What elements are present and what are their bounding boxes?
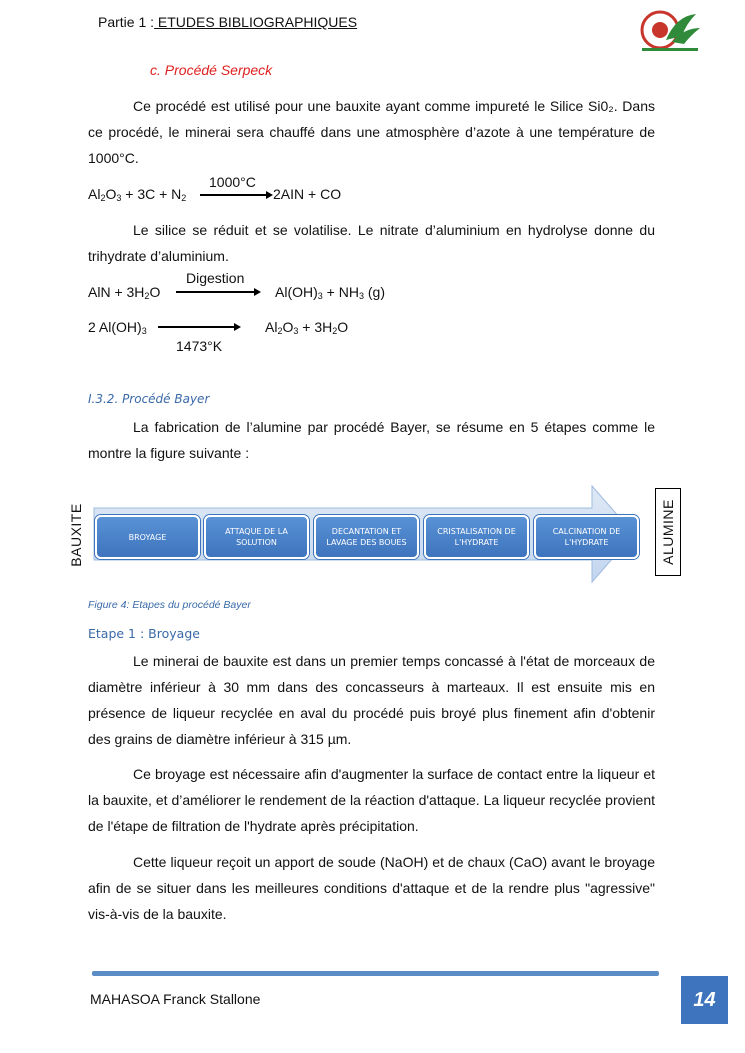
reaction-arrow xyxy=(176,291,254,293)
paragraph-text: La fabrication de l’alumine par procédé Bayer, se résume en 5 étapes comme le montre la figure suivante : xyxy=(88,419,655,461)
paragraph-serpeck xyxy=(88,93,655,171)
paragraph-text: Ce broyage est nécessaire afin d'augmenter la surface de contact entre la liqueur et la bauxite, et d’améliorer le rendement de la réaction d'attaque. La liqueur recyclée provient de l'étape de filtration de l'hydrate après précipitation. xyxy=(88,766,655,834)
figure-caption: Figure 4: Etapes du procédé Bayer xyxy=(88,599,251,611)
page-header xyxy=(98,14,357,30)
reaction-right: $Al_2O_3 + 3H_2O$ xyxy=(265,319,349,336)
reaction-arrow xyxy=(200,194,266,196)
paragraph-text: Ce procédé est utilisé pour une bauxite ayant comme impureté le Silice Si0₂. Dans ce procédé, le minerai sera chauffé dans une atmosphère d’azote à une température de 1000°C. xyxy=(88,98,655,166)
arrow-head-icon xyxy=(266,191,273,199)
alumine-label: ALUMINE xyxy=(660,499,676,565)
page-number: 14 xyxy=(681,976,728,1024)
alumine-box xyxy=(655,488,681,576)
arrow-head-icon xyxy=(254,288,261,296)
reaction-left: AlN + $3H_2O$ xyxy=(88,284,161,301)
reaction-left: $Al_2O_3 + 3C + N_2$ xyxy=(88,186,187,203)
reaction-condition: 1473°K xyxy=(176,338,223,354)
reaction-right: $Al(OH)_3 + NH_3$ (g) xyxy=(275,284,385,301)
step-box: BROYAGE xyxy=(95,515,200,559)
paragraph-hydrolysis xyxy=(88,217,655,269)
step-box: CALCINATION DE L'HYDRATE xyxy=(534,515,639,559)
arrow-head-icon xyxy=(234,323,241,331)
paragraph-broyage-purpose xyxy=(88,761,655,839)
header-prefix: Partie 1 : xyxy=(98,14,155,30)
footer-author: MAHASOA Franck Stallone xyxy=(90,991,261,1007)
reaction-left: 2 $Al(OH)_3$ xyxy=(88,319,147,336)
footer-divider xyxy=(92,971,659,976)
paragraph-broyage xyxy=(88,648,655,752)
step-heading: Etape 1 : Broyage xyxy=(88,626,200,641)
paragraph-bayer xyxy=(88,414,655,466)
reaction-condition: 1000°C xyxy=(209,174,256,190)
subsection-title: c. Procédé Serpeck xyxy=(150,62,273,78)
reaction-right: 2AIN + CO xyxy=(273,186,342,202)
paragraph-text: Cette liqueur reçoit un apport de soude (NaOH) et de chaux (CaO) avant le broyage afin de se situer dans les meilleures conditions d'attaque et de la rendre plus "agressive" vis-à-vis de la bauxite. xyxy=(88,854,655,922)
reaction-arrow xyxy=(158,326,234,328)
step-box: ATTAQUE DE LA SOLUTION xyxy=(204,515,309,559)
section-title: I.3.2. Procédé Bayer xyxy=(88,392,210,406)
header-title: ETUDES BIBLIOGRAPHIQUES xyxy=(154,14,358,30)
university-logo-icon xyxy=(636,6,704,54)
step-box: DECANTATION ET LAVAGE DES BOUES xyxy=(314,515,419,559)
paragraph-text: Le silice se réduit et se volatilise. Le nitrate d’aluminium en hydrolyse donne du trihydrate d’aluminium. xyxy=(88,222,655,264)
paragraph-text: Le minerai de bauxite est dans un premier temps concassé à l'état de morceaux de diamètre inférieur à 30 mm dans des concasseurs à marteaux. Il est ensuite mis en présence de liqueur recyclée en aval du procédé puis broyé plus finement afin d'obtenir des grains de diamètre inférieur à 315 µm. xyxy=(88,653,655,747)
step-box: CRISTALISATION DE L'HYDRATE xyxy=(424,515,529,559)
paragraph-liqueur xyxy=(88,849,655,927)
bauxite-label: BAUXITE xyxy=(68,503,84,567)
reaction-condition: Digestion xyxy=(186,270,245,286)
bauxite-label-wrapper xyxy=(66,500,86,570)
